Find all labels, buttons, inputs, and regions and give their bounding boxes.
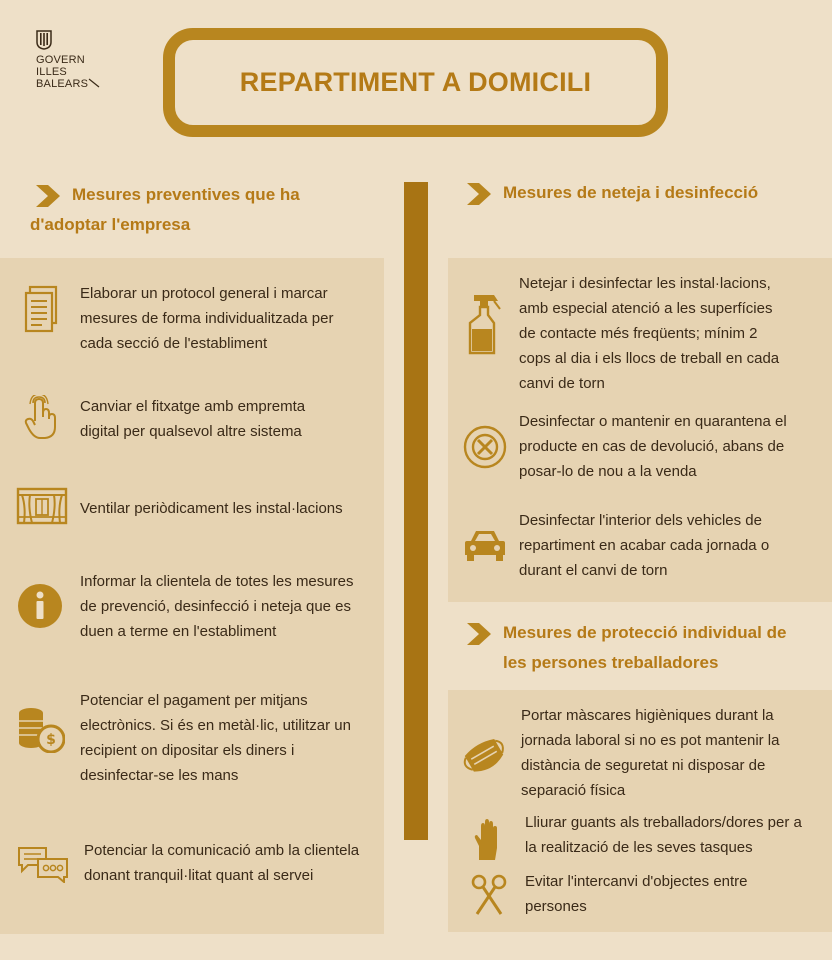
right-bottom-section-heading [465, 618, 825, 678]
left-item-3-text: Ventilar periòdicament les instal·lacions [80, 500, 343, 517]
right-bottom-heading-line-2: les persones treballadores [503, 653, 719, 672]
window-icon [16, 486, 68, 526]
left-heading-line-2: d'adoptar l'empresa [30, 215, 191, 234]
chat-icon [16, 844, 70, 884]
left-item-1-text: Elaborar un protocol general i marcar mesures de forma individualitzada per cada secció de l'establiment [80, 285, 334, 352]
right-top-item-2-text: Desinfectar o mantenir en quarantena el producte en cas de devolució, abans de posar-lo de nou a la venda [519, 413, 787, 480]
left-heading-line-1: Mesures preventives que ha [72, 185, 300, 204]
svg-text:$: $ [46, 732, 56, 748]
right-top-item-1-text: Netejar i desinfectar les instal·lacions, amb especial atenció a les superfícies de contacte més freqüents; mínim 2 cops al dia i els llocs de treball en cada canvi de torn [519, 275, 780, 392]
chevron-right-icon [465, 181, 493, 207]
right-top-heading-line-1: Mesures de neteja i desinfecció [503, 183, 759, 202]
coins-icon [14, 705, 66, 753]
right-bottom-heading-line-1: Mesures de protecció individual de [503, 623, 787, 642]
cancel-circle-icon [462, 424, 508, 470]
left-item-4-text: Informar la clientela de totes les mesures de prevenció, desinfecció i neteja que es duen a terme en l'establiment [80, 573, 354, 640]
spray-bottle-icon [466, 290, 502, 356]
mask-icon [458, 732, 512, 782]
center-divider [404, 182, 428, 840]
right-bottom-item-2-text: Lliurar guants als treballadors/dores per a la realització de les seves tasques [525, 814, 802, 856]
document-icon [22, 284, 62, 334]
right-top-item-3-text: Desinfectar l'interior dels vehicles de repartiment en acabar cada jornada o durant el canvi de torn [519, 512, 770, 579]
govern-logo [36, 30, 116, 90]
fingerprint-hand-icon [22, 394, 60, 442]
left-item-6-text: Potenciar la comunicació amb la clientela donant tranquil·litat quant al servei [84, 842, 360, 884]
glove-icon [472, 818, 500, 862]
logo-text [36, 54, 116, 90]
right-bottom-item-1-text: Portar màscares higièniques durant la jornada laboral si no es pot mantenir la distància de seguretat ni disposar de separació física [521, 707, 780, 799]
logo-line-2: ILLES [36, 66, 67, 78]
logo-line-1: GOVERN [36, 54, 85, 66]
left-item-2-text: Canviar el fitxatge amb empremta digital per qualsevol altre sistema [80, 398, 306, 440]
left-item-5-text: Potenciar el pagament per mitjans electrònics. Si és en metàl·lic, utilitzar un recipient on dipositar els diners i desinfectar-se les mans [80, 692, 351, 784]
left-section-heading [30, 180, 374, 240]
chevron-right-icon [465, 621, 493, 647]
page-title: REPARTIMENT A DOMICILI [239, 67, 592, 97]
logo-line-3: BALEARS [36, 78, 116, 90]
right-top-section-heading [465, 178, 815, 208]
car-icon [462, 526, 508, 564]
title-frame [163, 28, 668, 137]
right-bottom-item-3-text: Evitar l'intercanvi d'objectes entre persones [525, 873, 748, 915]
info-icon [16, 582, 64, 630]
coat-of-arms-icon [36, 30, 52, 50]
scissors-icon [470, 874, 508, 916]
chevron-right-icon [34, 183, 62, 209]
